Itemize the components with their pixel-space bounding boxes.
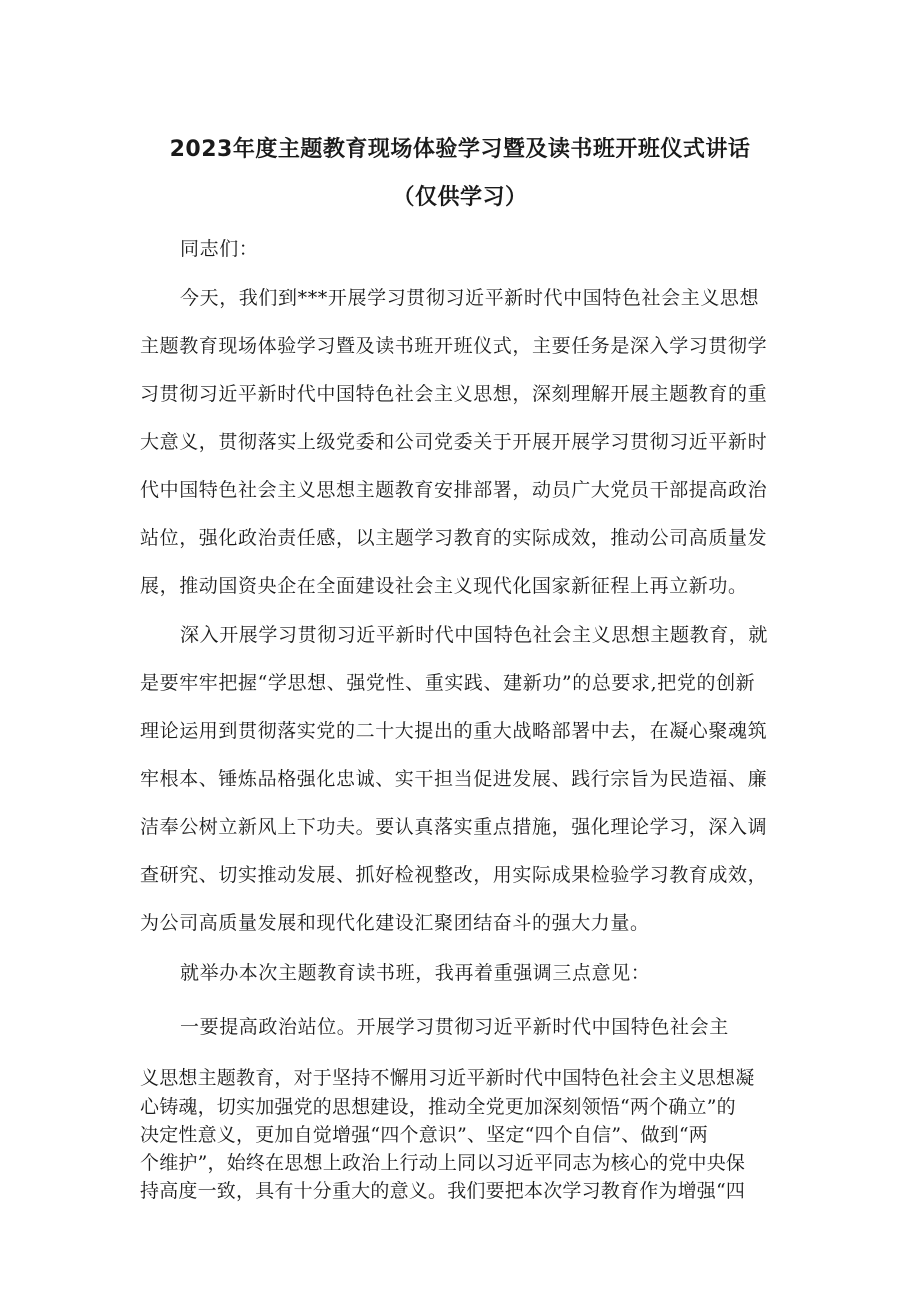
paragraph-line: 持高度一致，具有十分重大的意义。我们要把本次学习教育作为增强“四 xyxy=(140,1180,746,1202)
paragraph-line: 理论运用到贯彻落实党的二十大提出的重大战略部署中去，在凝心聚魂筑 xyxy=(140,720,768,742)
paragraph-line: 一要提高政治站位。开展学习贯彻习近平新时代中国特色社会主 xyxy=(180,1016,729,1038)
paragraph-line: 义思想主题教育，对于坚持不懈用习近平新时代中国特色社会主义思想凝 xyxy=(140,1067,755,1089)
paragraph-line: 深入开展学习贯彻习近平新时代中国特色社会主义思想主题教育，就 xyxy=(180,624,769,646)
paragraph-3: 就举办本次主题教育读书班，我再着重强调三点意见： xyxy=(180,962,651,984)
paragraph-line: 心铸魂，切实加强党的思想建设，推动全党更加深刻领悟“两个确立”的 xyxy=(140,1096,736,1118)
paragraph-line: 展，推动国资央企在全面建设社会主义现代化国家新征程上再立新功。 xyxy=(140,575,748,597)
document-title: 2023年度主题教育现场体验学习暨及读书班开班仪式讲话 xyxy=(169,137,751,162)
paragraph-line: 习贯彻习近平新时代中国特色社会主义思想，深刻理解开展主题教育的重 xyxy=(140,383,768,405)
paragraph-line: 站位，强化政治责任感，以主题学习教育的实际成效，推动公司高质量发 xyxy=(140,527,768,549)
paragraph-line: 牢根本、锤炼品格强化忠诚、实干担当促进发展、践行宗旨为民造福、廉 xyxy=(140,768,768,790)
paragraph-line: 个维护”，始终在思想上政治上行动上同以习近平同志为核心的党中央保 xyxy=(140,1152,746,1174)
paragraph-line: 为公司高质量发展和现代化建设汇聚团结奋斗的强大力量。 xyxy=(140,912,650,934)
paragraph-line: 代中国特色社会主义思想主题教育安排部署，动员广大党员干部提高政治 xyxy=(140,479,768,501)
paragraph-line: 大意义，贯彻落实上级党委和公司党委关于开展开展学习贯彻习近平新时 xyxy=(140,431,768,453)
paragraph-line: 今天，我们到***开展学习贯彻习近平新时代中国特色社会主义思想 xyxy=(180,287,760,309)
paragraph-line: 洁奉公树立新风上下功夫。要认真落实重点措施，强化理论学习，深入调 xyxy=(140,816,768,838)
paragraph-line: 查研究、切实推动发展、抓好检视整改，用实际成果检验学习教育成效， xyxy=(140,864,768,886)
paragraph-line: 主题教育现场体验学习暨及读书班开班仪式，主要任务是深入学习贯彻学 xyxy=(140,335,768,357)
paragraph-line: 是要牢牢把握“学思想、强党性、重实践、建新功”的总要求,把党的创新 xyxy=(140,672,756,694)
paragraph-line: 决定性意义，更加自觉增强“四个意识”、坚定“四个自信”、做到“两 xyxy=(140,1124,708,1146)
document-subtitle: （仅供学习） xyxy=(392,185,528,210)
salutation: 同志们： xyxy=(180,238,259,260)
